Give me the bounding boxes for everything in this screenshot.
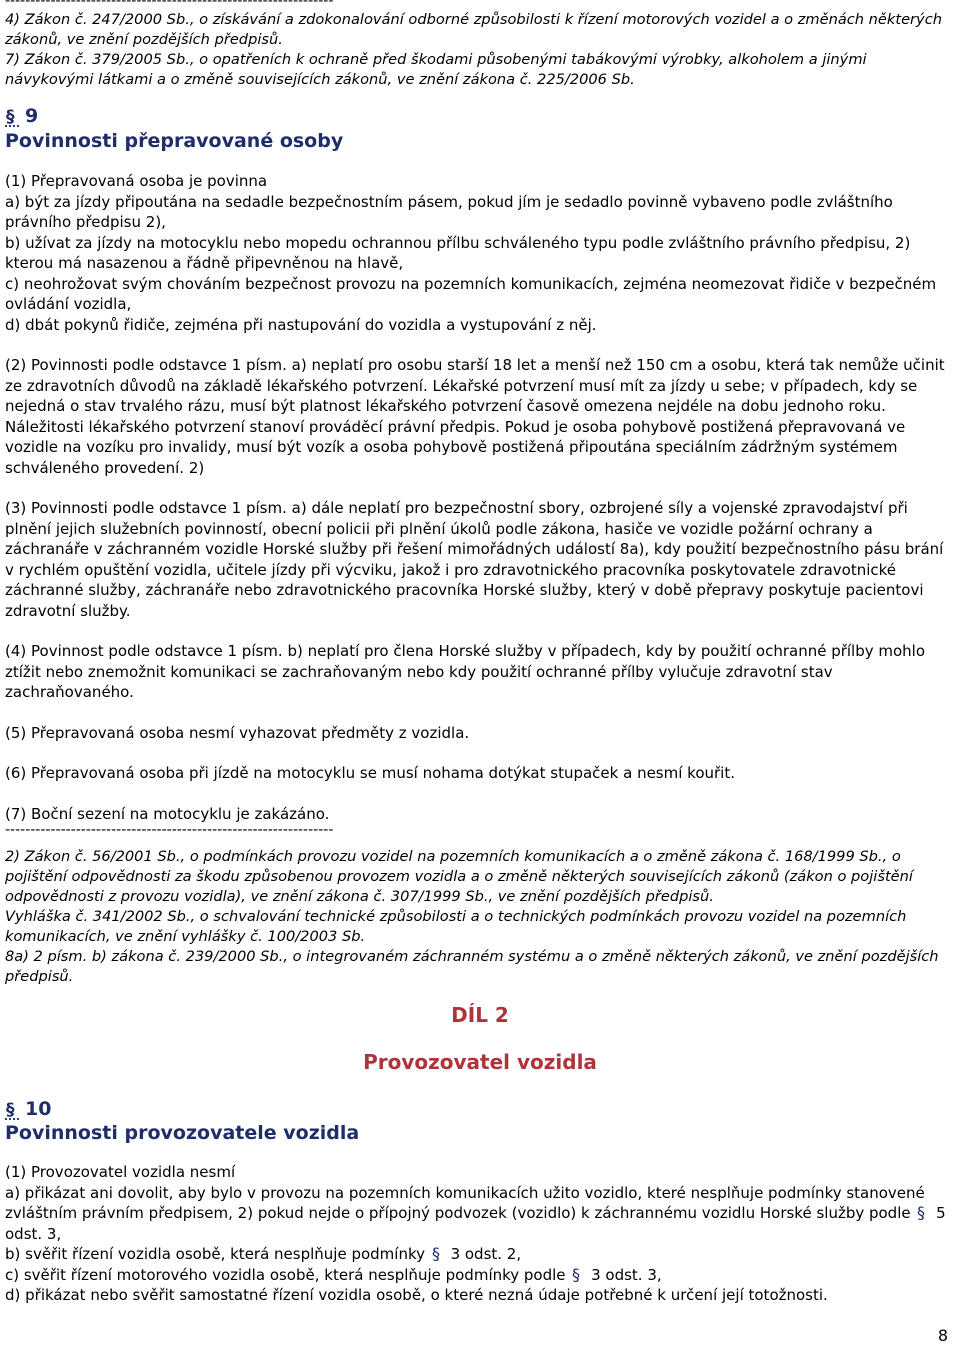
s9-p6: (6) Přepravovaná osoba při jízdě na motocyklu se musí nohama dotýkat stupaček a nesmí kouřit. [5,764,735,782]
s10-p1-c-ref: 3 odst. 3, [591,1265,662,1284]
section-10 [5,1098,950,1306]
footnote-2: 2) Zákon č. 56/2001 Sb., o podmínkách provozu vozidel na pozemních komunikacích a o změně zákona č. 168/1999 Sb., o pojištění odpovědnosti za škodu způsobenou provozem vozidla a o změně některých souvisejících zákonů (zákon o pojištění odpovědnosti z provozu vozidla), ve znění zákona č. 307/1999 Sb., ve znění pozdějších předpisů. [5,848,913,905]
s10-p1-c-text: c) svěřit řízení motorového vozidla osobě, která nesplňuje podmínky podle [5,1265,566,1284]
paragraph-sign-icon [432,1244,444,1262]
s10-p1-a [5,1183,950,1245]
footnotes-mid [5,822,950,987]
s9-p1-c: c) neohrožovat svým chováním bezpečnost provozu na pozemních komunikacích, zejména neomezovat řidiče v bezpečném ovládání vozidla, [5,274,937,313]
s9-p1-b: b) užívat za jízdy na motocyklu nebo mopedu ochrannou přílbu schváleného typu podle zvláštního právního předpisu, 2) kterou má nasazenou a řádně připevněnou na hlavě, [5,233,911,272]
s9-p1-intro: (1) Přepravovaná osoba je povinna [5,172,268,190]
s10-p1-intro: (1) Provozovatel vozidla nesmí [5,1163,236,1181]
svg-text:§: § [572,1264,581,1284]
section-9-number [5,105,950,128]
s9-p7: (7) Boční sezení na motocyklu je zakázáno. [5,804,330,823]
s10-p1-c [5,1265,950,1286]
s10-p1-b-ref: 3 odst. 2, [450,1245,522,1263]
part-2-label: DÍL 2 [451,1003,509,1027]
footnote-separator: ----------------------------------------------------------------- [5,822,334,838]
s9-p3: (3) Povinnosti podle odstavce 1 písm. a) dále neplatí pro bezpečnostní sbory, ozbrojené síly a vojenské zpravodajství při plnění jejich služebních povinností, obecní policii při plnění úkolů podle zákona, hasiče ve vozidle požární ochrany a záchranáře v záchranném vozidle Horské služby při řešení mimořádných událostí 8a), kdy použití bezpečnostního pásu brání v rychlém opuštění vozidla, učitele jízdy při výcviku, jakož i pro zdravotnického pracovníka poskytovatele zdravotnické záchranné služby, záchranáře nebo zdravotnického pracovníka Horské služby, který v době přepravy poskytuje pacientovi zdravotní služby. [5,499,944,620]
section-9 [5,105,950,824]
section-9-number-text: 9 [25,105,39,127]
s10-p1-a-ref: 5 odst. 3, [5,1204,946,1243]
paragraph-sign-icon [5,1099,19,1121]
svg-text:§: § [6,106,15,127]
footnote-separator: ----------------------------------------------------------------- [5,0,334,9]
section-10-title: Povinnosti provozovatele vozidla [5,1122,360,1144]
section-10-number-text: 10 [25,1098,52,1120]
svg-text:§: § [431,1244,440,1263]
s10-p1-d: d) přikázat nebo svěřit samostatné řízení vozidla osobě, o které nezná údaje potřebné k určení její totožnosti. [5,1286,828,1304]
paragraph-sign-icon [572,1265,584,1283]
footnote-8a: 8a) 2 písm. b) zákona č. 239/2000 Sb., o integrovaném záchranném systému a o změně některých zákonů, ve znění pozdějších předpisů. [5,948,939,985]
s9-p1-a: a) být za jízdy připoutána na sedadle bezpečnostním pásem, pokud jím je sedadlo povinně vybaveno podle zvláštního právního předpisu 2), [5,192,893,231]
part-2-title: Provozovatel vozidla [363,1050,597,1074]
section-9-title: Povinnosti přepravované osoby [5,130,344,152]
paragraph-sign-icon [5,106,19,128]
section-10-number [5,1098,950,1121]
footnote-4: 4) Zákon č. 247/2000 Sb., o získávání a zdokonalování odborné způsobilosti k řízení motorových vozidel a o změnách některých zákonů, ve znění pozdějších předpisů. [5,11,942,48]
s9-p2: (2) Povinnosti podle odstavce 1 písm. a) neplatí pro osobu starší 18 let a menší než 150 cm a osobu, která tak nemůže učinit ze zdravotních důvodů na základě lékařského potvrzení. Lékařské potvrzení musí mít za jízdy u sebe; v případech, kdy se nejedná o stav trvalého rázu, musí být platnost lékařského potvrzení časově omezena nejdéle na dobu jednoho roku. Náležitosti lékařského potvrzení stanoví prováděcí právní předpis. Pokud je osoba pohybově postižená přepravovaná ve vozidle na vozíku pro invalidy, musí být vozík a osoba pohybově postižená připoutána speciálním zádržným systémem schváleného provedení. 2) [5,356,945,477]
footnotes-top [5,0,950,90]
footnote-7: 7) Zákon č. 379/2005 Sb., o opatřeních k ochraně před škodami působenými tabákovými výrobky, alkoholem a jinými návykovými látkami a o změně souvisejících zákonů, ve znění zákona č. 225/2006 Sb. [5,51,867,88]
s9-p4: (4) Povinnost podle odstavce 1 písm. b) neplatí pro člena Horské služby v případech, kdy by použití ochranné přílby mohlo ztížit nebo znemožnit komunikaci se zachraňovaným nebo kdy použití ochranné přílby vylučuje zdravotní stav zachraňovaného. [5,642,926,701]
s10-p1-b-text: b) svěřit řízení vozidla osobě, která nesplňuje podmínky [5,1245,425,1263]
s9-p1-d: d) dbát pokynů řidiče, zejména při nastupování do vozidla a vystupování z něj. [5,315,597,334]
s10-p1-a-text: a) přikázat ani dovolit, aby bylo v provozu na pozemních komunikacích užito vozidlo, které nesplňuje podmínky stanovené zvláštním právním předpisem, 2) pokud nejde o přípojný podvozek (vozidlo) k záchrannému vozidlu Horské služby podle [5,1183,925,1222]
page-number: 8 [937,1326,948,1345]
paragraph-sign-icon [917,1203,929,1221]
s10-p1-b [5,1244,950,1265]
svg-text:§: § [6,1099,15,1120]
svg-text:§: § [917,1203,926,1222]
s9-p5: (5) Přepravovaná osoba nesmí vyhazovat předměty z vozidla. [5,723,470,742]
footnote-2-vyhlaska: Vyhláška č. 341/2002 Sb., o schvalování technické způsobilosti a o technických podmínkách provozu vozidel na pozemních komunikacích, ve znění vyhlášky č. 100/2003 Sb. [5,908,907,945]
